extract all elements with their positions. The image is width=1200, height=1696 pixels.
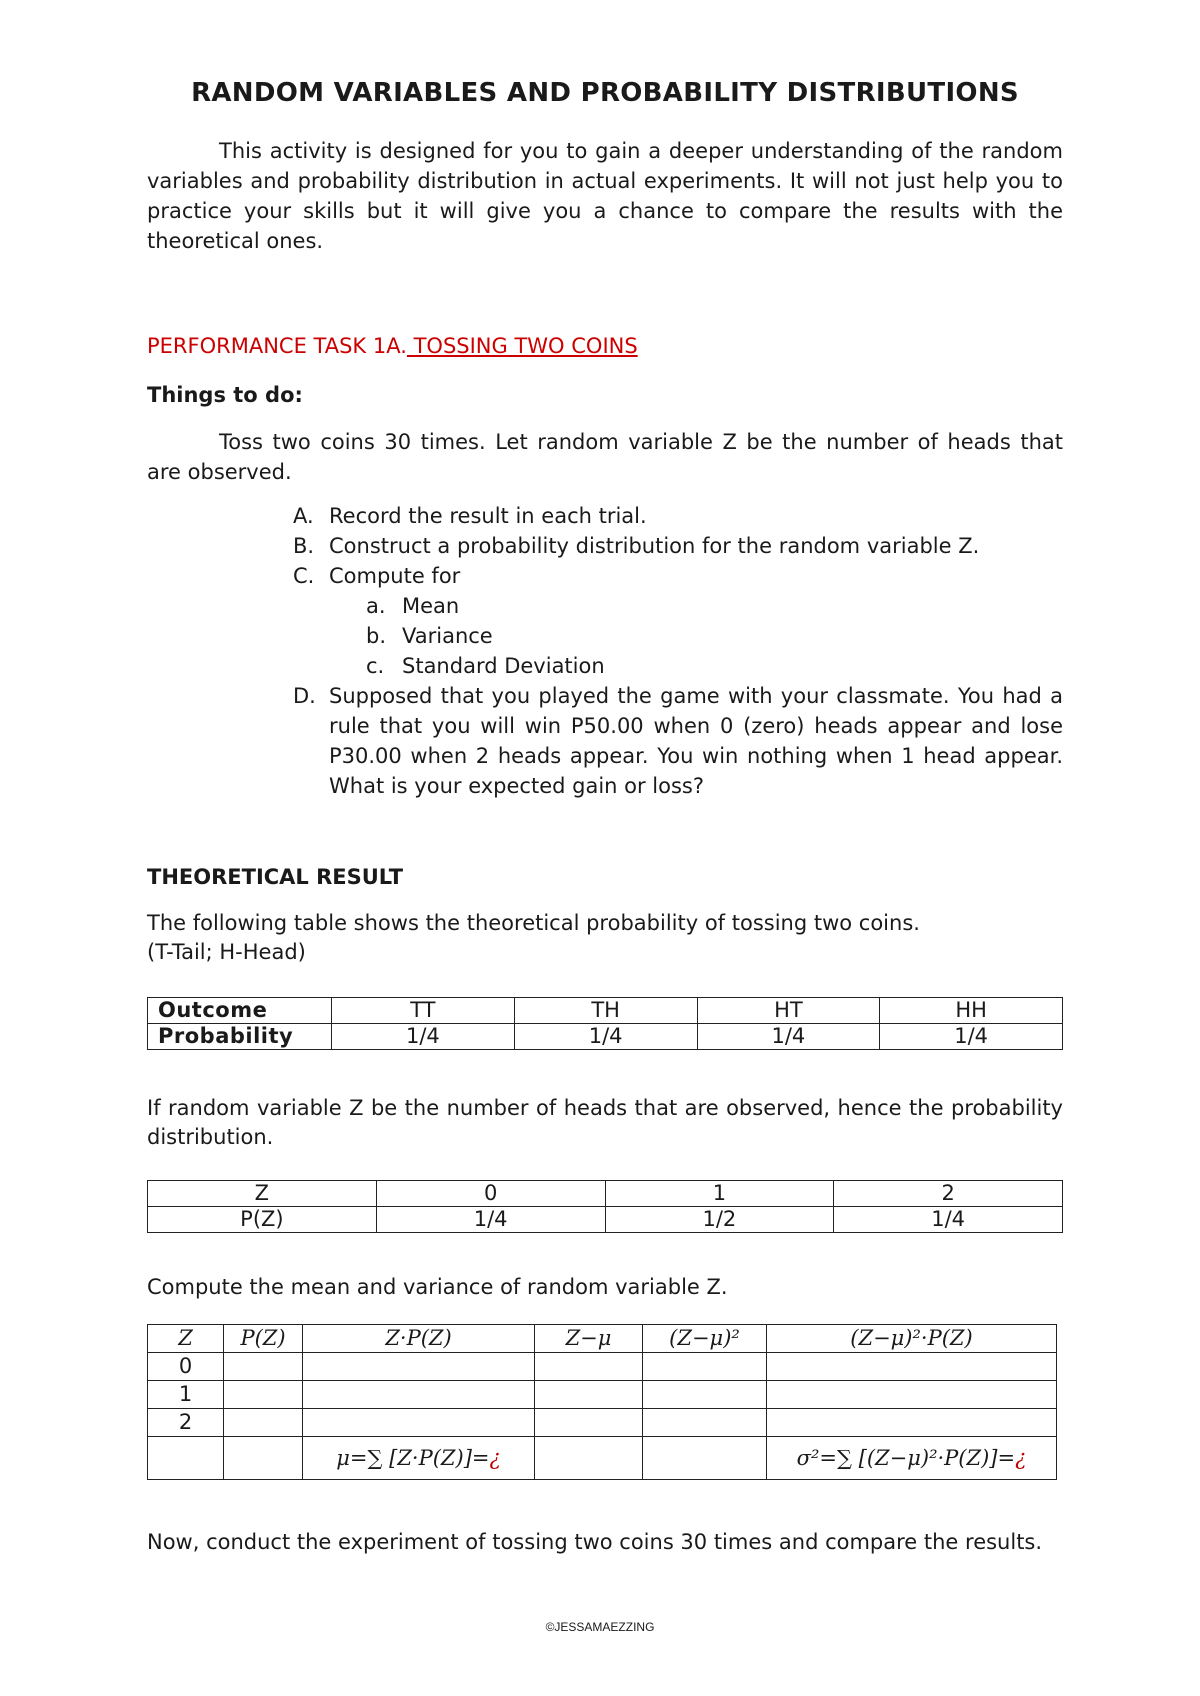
document-title: RANDOM VARIABLES AND PROBABILITY DISTRIBUTIONS <box>191 78 1019 108</box>
table-cell: 1/4 <box>376 1207 605 1233</box>
header-z: Z <box>148 1325 224 1353</box>
steps-list <box>147 501 1063 801</box>
list-item-text: Record the result in each trial. <box>329 504 647 528</box>
empty-cell <box>224 1437 303 1480</box>
empty-cell[interactable] <box>643 1409 767 1437</box>
pz-label: P(Z) <box>148 1207 377 1233</box>
z-value-cell: 2 <box>148 1409 224 1437</box>
list-marker: A. <box>293 504 314 528</box>
list-marker: b. <box>366 624 387 648</box>
empty-cell <box>643 1437 767 1480</box>
list-item <box>147 531 1063 561</box>
variance-formula: σ²=∑ [(Z−μ)²·P(Z)]= <box>796 1445 1016 1470</box>
mean-formula-cell[interactable] <box>303 1437 535 1480</box>
variance-placeholder-glyph: ¿ <box>1015 1445 1027 1470</box>
empty-cell[interactable] <box>767 1353 1057 1381</box>
table-cell: 2 <box>834 1181 1063 1207</box>
empty-cell[interactable] <box>224 1409 303 1437</box>
empty-cell[interactable] <box>303 1381 535 1409</box>
table-row <box>148 1207 1063 1233</box>
table-cell: 1/2 <box>605 1207 834 1233</box>
coin-legend: (T-Tail; H-Head) <box>147 940 306 964</box>
table-cell: TT <box>332 998 515 1024</box>
table-cell: HT <box>697 998 880 1024</box>
document-page <box>147 78 1063 1557</box>
z-label: Z <box>148 1181 377 1207</box>
empty-cell[interactable] <box>535 1409 643 1437</box>
table-cell: 1/4 <box>697 1024 880 1050</box>
header-z-minus-mu: Z−μ <box>535 1325 643 1353</box>
table-cell: HH <box>880 998 1063 1024</box>
list-marker: a. <box>366 594 386 618</box>
table-row <box>148 1325 1057 1353</box>
header-z-pz: Z·P(Z) <box>303 1325 535 1353</box>
list-marker: C. <box>293 564 315 588</box>
table-row <box>148 1353 1057 1381</box>
list-item-text: Mean <box>402 594 460 618</box>
empty-cell[interactable] <box>224 1353 303 1381</box>
list-item-text: Compute for <box>329 564 461 588</box>
table-cell: 1/4 <box>834 1207 1063 1233</box>
things-to-do-heading: Things to do: <box>147 383 303 407</box>
copyright-footer: ©JESSAMAEZZING <box>545 1620 655 1634</box>
list-item-text: Supposed that you played the game with your classmate. You had a rule that you will win P50.00 when 0 (zero) heads appear and lose P30.00 when 2 heads appear. You win nothing when 1 head appear. What is your expected gain or loss? <box>329 684 1063 798</box>
z-value-cell: 1 <box>148 1381 224 1409</box>
empty-cell[interactable] <box>767 1381 1057 1409</box>
compute-table <box>147 1324 1057 1480</box>
list-marker: c. <box>366 654 385 678</box>
closing-paragraph: Now, conduct the experiment of tossing two coins 30 times and compare the results. <box>147 1530 1043 1554</box>
empty-cell[interactable] <box>224 1381 303 1409</box>
table-row <box>148 1024 1063 1050</box>
instruction-paragraph: Toss two coins 30 times. Let random variable Z be the number of heads that are observed. <box>147 430 1063 484</box>
empty-cell[interactable] <box>643 1381 767 1409</box>
empty-cell[interactable] <box>303 1409 535 1437</box>
mean-placeholder-glyph: ¿ <box>489 1445 501 1470</box>
empty-cell[interactable] <box>535 1381 643 1409</box>
table-row <box>148 1381 1057 1409</box>
table-row <box>148 1437 1057 1480</box>
probability-label: Probability <box>148 1024 332 1050</box>
table-cell: 1/4 <box>332 1024 515 1050</box>
empty-cell <box>148 1437 224 1480</box>
task-subtitle: TOSSING TWO COINS <box>406 334 638 358</box>
list-marker: D. <box>293 684 316 708</box>
list-item <box>147 561 1063 681</box>
table-cell: 1 <box>605 1181 834 1207</box>
substeps-list <box>329 591 1063 681</box>
header-squared-dev: (Z−μ)² <box>643 1325 767 1353</box>
empty-cell[interactable] <box>535 1353 643 1381</box>
mean-formula: μ=∑ [Z·P(Z)]= <box>336 1445 490 1470</box>
table-cell: 0 <box>376 1181 605 1207</box>
table-row <box>148 1409 1057 1437</box>
table-cell: 1/4 <box>514 1024 697 1050</box>
list-marker: B. <box>293 534 315 558</box>
list-item-text: Standard Deviation <box>402 654 605 678</box>
table-row <box>148 1181 1063 1207</box>
theoretical-sentence: The following table shows the theoretical probability of tossing two coins. <box>147 911 920 935</box>
list-item-text: Variance <box>402 624 493 648</box>
theoretical-heading: THEORETICAL RESULT <box>147 865 404 889</box>
compute-text: Compute the mean and variance of random variable Z. <box>147 1275 728 1299</box>
task-heading <box>147 334 1063 358</box>
table-row <box>148 998 1063 1024</box>
outcome-label: Outcome <box>148 998 332 1024</box>
outcome-table <box>147 997 1063 1050</box>
list-item <box>147 501 1063 531</box>
theoretical-text <box>147 909 1063 967</box>
list-item <box>147 621 1063 651</box>
variance-formula-cell[interactable] <box>767 1437 1057 1480</box>
list-item <box>147 591 1063 621</box>
header-weighted-squared-dev: (Z−μ)²·P(Z) <box>767 1325 1057 1353</box>
table-cell: TH <box>514 998 697 1024</box>
list-item <box>147 651 1063 681</box>
z-value-cell: 0 <box>148 1353 224 1381</box>
distribution-table <box>147 1180 1063 1233</box>
intro-paragraph: This activity is designed for you to gain a deeper understanding of the random variables and probability distribution in actual experiments. It will not just help you to practice your skills but it will give you a chance to compare the results with the theoretical ones. <box>147 139 1063 253</box>
task-label: PERFORMANCE TASK 1A. <box>147 334 407 358</box>
list-item-text: Construct a probability distribution for the random variable Z. <box>329 534 980 558</box>
empty-cell[interactable] <box>303 1353 535 1381</box>
empty-cell <box>535 1437 643 1480</box>
list-item <box>147 681 1063 801</box>
distribution-text: If random variable Z be the number of heads that are observed, hence the probability distribution. <box>147 1096 1063 1149</box>
empty-cell[interactable] <box>643 1353 767 1381</box>
header-pz: P(Z) <box>224 1325 303 1353</box>
empty-cell[interactable] <box>767 1409 1057 1437</box>
table-cell: 1/4 <box>880 1024 1063 1050</box>
